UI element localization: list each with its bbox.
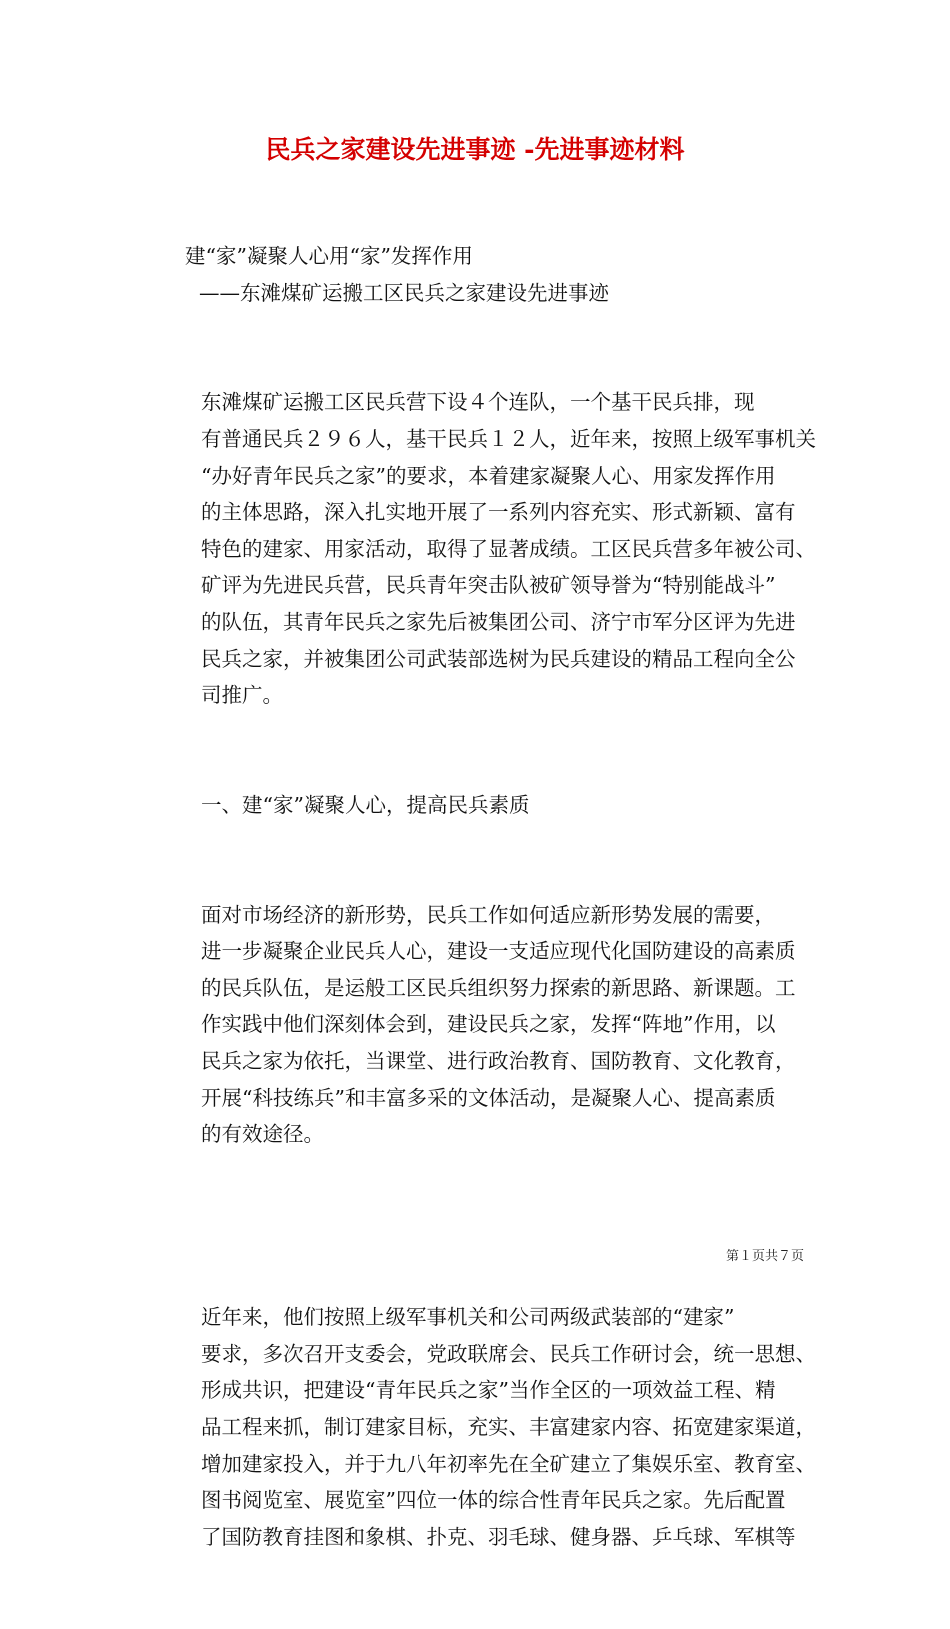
paragraph-1-line: 司推广。 [201, 683, 283, 708]
paragraph-2-line: 作实践中他们深刻体会到，建设民兵之家，发挥“阵地”作用，以 [201, 1012, 776, 1037]
paragraph-2 [145, 824, 807, 1227]
paragraph-3-line: 图书阅览室、展览室”四位一体的综合性青年民兵之家。先后配置 [201, 1488, 786, 1513]
paragraph-3-line: 近年来，他们按照上级军事机关和公司两级武装部的“建家” [201, 1305, 735, 1330]
paragraph-3-line: 增加建家投入，并于九八年初率先在全矿建立了集娱乐室、教育室、 [201, 1451, 816, 1476]
document-title: 民兵之家建设先进事迹 -先进事迹材料 [265, 135, 685, 164]
paragraph-1-line: 有普通民兵２９６人，基干民兵１２人，近年来，按照上级军事机关 [201, 426, 816, 451]
paragraph-1-line: 矿评为先进民兵营，民兵青年突击队被矿领导誉为“特别能战斗” [201, 573, 776, 598]
paragraph-3-line: 了国防教育挂图和象棋、扑克、羽毛球、健身器、乒乓球、军棋等 [201, 1524, 796, 1549]
paragraph-1-line: 特色的建家、用家活动，取得了显著成绩。工区民兵营多年被公司、 [201, 536, 816, 561]
paragraph-2-line: 的有效途径。 [201, 1122, 324, 1147]
paragraph-2-line: 民兵之家为依托，当课堂、进行政治教育、国防教育、文化教育， [201, 1049, 796, 1074]
paragraph-3-line: 品工程来抓，制订建家目标，充实、丰富建家内容、拓宽建家渠道， [201, 1415, 816, 1439]
paragraph-3-line: 形成共识，把建设“青年民兵之家”当作全区的一项效益工程、精 [201, 1378, 776, 1403]
paragraph-1-line: “办好青年民兵之家”的要求，本着建家凝聚人心、用家发挥作用 [201, 463, 776, 488]
paragraph-3-line: 要求，多次召开支委会，党政联席会、民兵工作研讨会，统一思想、 [201, 1341, 816, 1366]
paragraph-1 [145, 311, 816, 787]
page-number: 第１页共７页 [725, 1249, 804, 1264]
section-heading-1: 一、建“家”凝聚人心，提高民兵素质 [201, 792, 530, 817]
subtitle-main: 建“家”凝聚人心用“家”发挥作用 [185, 244, 473, 268]
paragraph-2-line: 面对市场经济的新形势，民兵工作如何适应新形势发展的需要， [201, 902, 775, 927]
paragraph-2-line: 进一步凝聚企业民兵人心，建设一支适应现代化国防建设的高素质 [201, 939, 796, 964]
paragraph-2-line: 开展“科技练兵”和丰富多采的文体活动，是凝聚人心、提高素质 [201, 1085, 776, 1110]
paragraph-1-line: 的主体思路，深入扎实地开展了一系列内容充实、形式新颖、富有 [201, 500, 796, 525]
paragraph-1-line: 东滩煤矿运搬工区民兵营下设４个连队，一个基干民兵排，现 [201, 390, 755, 415]
paragraph-1-line: 的队伍，其青年民兵之家先后被集团公司、济宁市军分区评为先进 [201, 609, 796, 634]
paragraph-1-line: 民兵之家，并被集团公司武装部选树为民兵建设的精品工程向全公 [201, 646, 796, 671]
subtitle-secondary: ——东滩煤矿运搬工区民兵之家建设先进事迹 [199, 280, 609, 305]
paragraph-2-line: 的民兵队伍，是运般工区民兵组织努力探索的新思路、新课题。工 [201, 975, 796, 1000]
document-body [145, 238, 816, 1629]
paragraph-3 [145, 1226, 816, 1629]
